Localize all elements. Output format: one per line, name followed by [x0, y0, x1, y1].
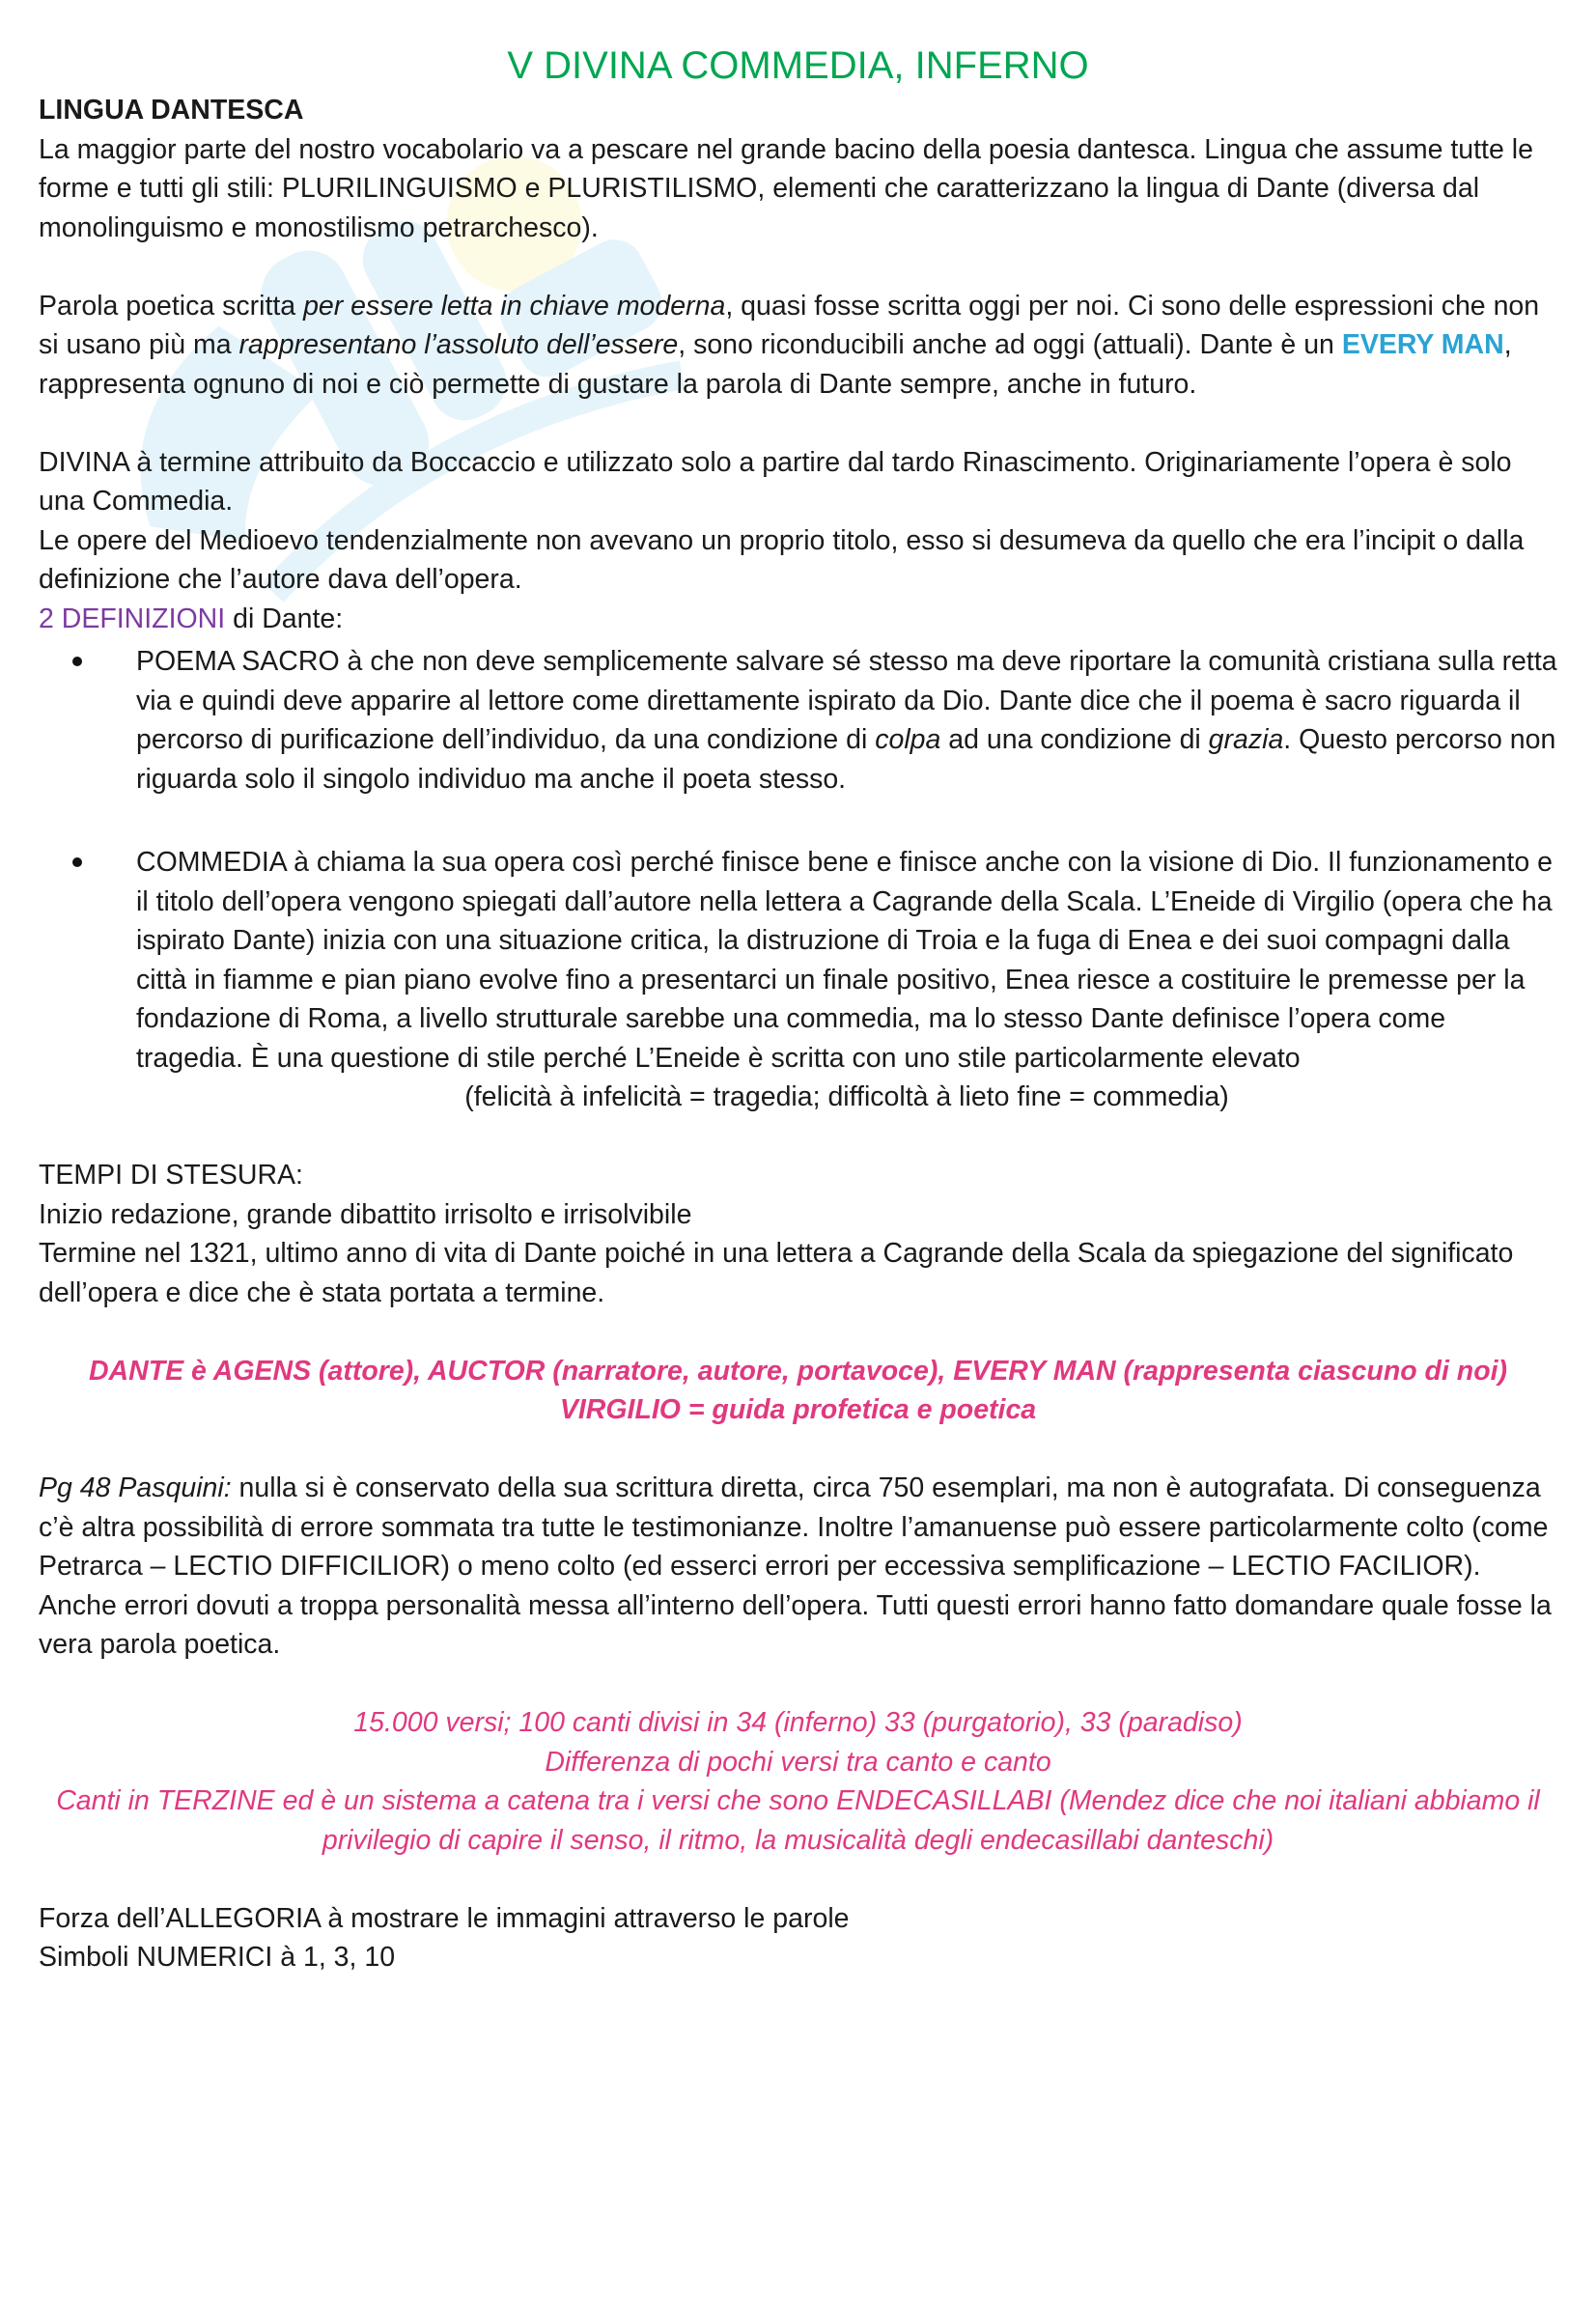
text-run: nulla si è conservato della sua scrittura diretta, circa 750 esemplari, ma non è autografata. Di conseguenza c’è altra possibilità di errore sommata tra tutte le testimonianze. Inoltre l’amanuense può essere particolarmente colto (come Petrarca – LECTIO DIFFICILIOR) o meno colto (ed esserci errori per eccessiva semplificazione – LECTIO FACILIOR). Anche errori dovuti a troppa personalità messa all’interno dell’opera. Tutti questi errori hanno fatto domandare quale fosse la vera parola poetica. [39, 1472, 1552, 1660]
text-run: . Questo percorso non riguarda solo il singolo individuo ma anche il poeta stesso. [136, 724, 1556, 795]
bullet-icon [72, 857, 82, 867]
text-run: , sono riconducibili anche ad oggi (attuali). Dante è un [678, 329, 1342, 360]
list-item-commedia [39, 843, 1557, 1078]
paragraph-parola [39, 287, 1557, 405]
text-run: di Dante: [225, 603, 344, 634]
text-run: COMMEDIA à chiama la sua opera così perché finisce bene e finisce anche con la visione di Dio. Il funzionamento e il titolo dell’opera vengono spiegati dall’autore nella lettera a Cagrande della Scala. L’Eneide di Virgilio (opera che ha ispirato Dante) inizia con una situazione critica, la distruzione di Troia e la fuga di Enea e dei suoi compagni dalla città in fiamme e pian piano evolve fino a presentarci un finale positivo, Enea riesce a costituire le premesse per la fondazione di Roma, a livello strutturale sarebbe una commedia, ma lo stesso Dante definisce l’opera come tragedia. È una questione di stile perché L’Eneide è scritta con uno stile particolarmente elevato [136, 847, 1553, 1074]
text-run: Parola poetica scritta [39, 290, 304, 322]
versi-line-3: Canti in TERZINE ed è un sistema a catena tra i versi che sono ENDECASILLABI (Mendez dice che noi italiani abbiamo il privilegio di capire il senso, il ritmo, la musicalità degli endecasillabi danteschi) [56, 1785, 1540, 1856]
paragraph-tempi-2: Termine nel 1321, ultimo anno di vita di Dante poiché in una lettera a Cagrande della Scala da spiegazione del significato dell’opera e dice che è stata portata a termine. [39, 1238, 1514, 1308]
highlight-virgilio: VIRGILIO = guida profetica e poetica [559, 1394, 1037, 1425]
bullet-icon [72, 657, 82, 666]
text-run: , rappresenta ognuno di noi e ciò permette di gustare la parola di Dante sempre, anche in futuro. [39, 329, 1512, 400]
text-run: POEMA SACRO à che non deve semplicemente salvare sé stesso ma deve riportare la comunità cristiana sulla retta via e quindi deve apparire al lettore come direttamente ispirato da Dio. Dante dice che il poema è sacro riguarda il percorso di purificazione dell’individuo, da una condizione di [136, 646, 1557, 755]
italic-run: per essere letta in chiave moderna [303, 290, 726, 322]
paragraph-allegoria: Forza dell’ALLEGORIA à mostrare le immagini attraverso le parole [39, 1902, 850, 1934]
section-heading-lingua: LINGUA DANTESCA [39, 95, 304, 126]
text-run: ad una condizione di [940, 724, 1209, 755]
paragraph-lingua: La maggior parte del nostro vocabolario va a pescare nel grande bacino della poesia dantesca. Lingua che assume tutte le forme e tutti gli stili: PLURILINGUISMO e PLURISTILISMO, elementi che caratterizzano la lingua di Dante (diversa dal monolinguismo e monostilismo petrarchesco). [39, 133, 1533, 243]
list-item-center-note: (felicità à infelicità = tragedia; difficoltà à lieto fine = commedia) [464, 1081, 1229, 1112]
page-title: V DIVINA COMMEDIA, INFERNO [507, 44, 1089, 87]
italic-run: rappresentano l’assoluto dell’essere [238, 329, 679, 360]
list-item-poema-sacro [39, 642, 1557, 799]
paragraph-pasquini [39, 1469, 1557, 1665]
italic-run: grazia [1208, 724, 1284, 755]
pasquini-label: Pg 48 Pasquini: [39, 1472, 232, 1503]
paragraph-simboli: Simboli NUMERICI à 1, 3, 10 [39, 1942, 396, 1973]
text-run: , quasi fosse scritta oggi per noi. Ci sono delle espressioni che non si usano più ma [39, 290, 1540, 360]
highlight-dante: DANTE è AGENS (attore), AUCTOR (narratore, autore, portavoce), EVERY MAN (rappresenta ciascuno di noi) [88, 1355, 1508, 1387]
document-page [0, 41, 1596, 1977]
italic-run: colpa [875, 724, 941, 755]
paragraph-medioevo: Le opere del Medioevo tendenzialmente non avevano un proprio titolo, esso si desumeva da quello che era l’incipit o dalla definizione che l’autore dava dell’opera. [39, 524, 1525, 595]
paragraph-divina: DIVINA à termine attribuito da Boccaccio e utilizzato solo a partire dal tardo Rinascimento. Originariamente l’opera è solo una Commedia. [39, 446, 1512, 517]
definizioni-line [39, 600, 1557, 639]
definizioni-label: 2 DEFINIZIONI [39, 603, 226, 634]
section-heading-tempi: TEMPI DI STESURA: [39, 1160, 303, 1191]
versi-line-2: Differenza di pochi versi tra canto e canto [545, 1746, 1051, 1778]
paragraph-tempi-1: Inizio redazione, grande dibattito irrisolto e irrisolvibile [39, 1198, 692, 1230]
definitions-list [39, 642, 1557, 1117]
every-man-highlight: EVERY MAN [1341, 329, 1504, 360]
versi-line-1: 15.000 versi; 100 canti divisi in 34 (inferno) 33 (purgatorio), 33 (paradiso) [353, 1707, 1243, 1738]
list-spacer [39, 799, 1557, 843]
